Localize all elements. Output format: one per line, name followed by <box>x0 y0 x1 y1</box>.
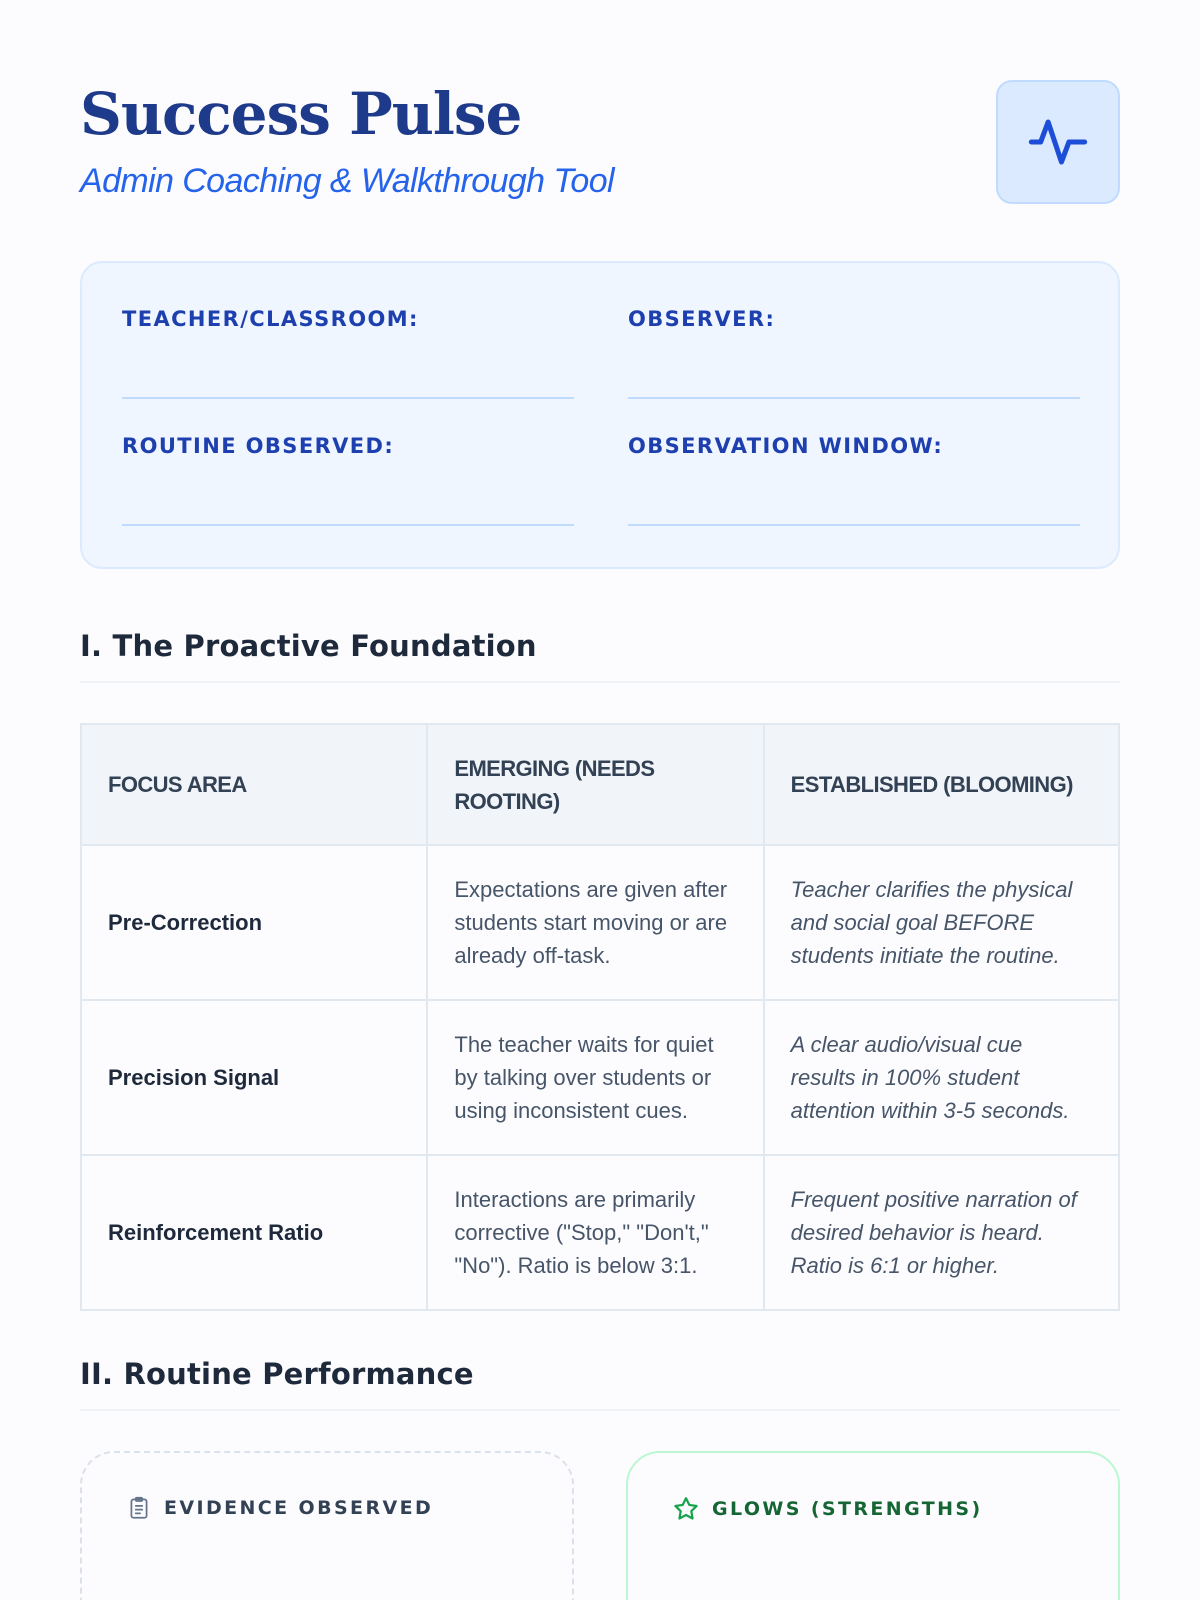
header-focus-area: FOCUS AREA <box>81 724 427 845</box>
table-row <box>81 1000 1119 1155</box>
established-cell: Teacher clarifies the physical and social goal BEFORE students initiate the routine. <box>764 845 1119 1000</box>
section-2-title: II. Routine Performance <box>80 1357 474 1391</box>
observation-window-line <box>628 524 1080 526</box>
teacher-classroom-field[interactable] <box>122 307 574 399</box>
emerging-cell: The teacher waits for quiet by talking over students or using inconsistent cues. <box>427 1000 763 1155</box>
teacher-classroom-label: TEACHER/CLASSROOM: <box>122 307 419 331</box>
header-emerging: EMERGING (NEEDS ROOTING) <box>427 724 763 845</box>
established-cell: A clear audio/visual cue results in 100% student attention within 3-5 seconds. <box>764 1000 1119 1155</box>
routine-observed-line <box>122 524 574 526</box>
glows-card-header <box>672 1495 1074 1523</box>
section-2-divider <box>80 1409 1120 1411</box>
evidence-observed-card[interactable] <box>80 1451 574 1600</box>
header <box>80 0 1120 255</box>
clipboard-icon <box>126 1495 152 1521</box>
logo-badge <box>996 80 1120 204</box>
observation-window-label: OBSERVATION WINDOW: <box>628 434 944 458</box>
emerging-cell: Interactions are primarily corrective ("Stop," "Don't," "No"). Ratio is below 3:1. <box>427 1155 763 1310</box>
routine-performance-cards <box>80 1451 1120 1600</box>
focus-area-cell: Precision Signal <box>81 1000 427 1155</box>
emerging-cell: Expectations are given after students start moving or are already off-task. <box>427 845 763 1000</box>
star-icon <box>672 1495 700 1523</box>
observer-label: OBSERVER: <box>628 307 776 331</box>
evidence-observed-label: EVIDENCE OBSERVED <box>164 1497 434 1519</box>
table-row <box>81 1155 1119 1310</box>
proactive-foundation-table <box>80 723 1120 1311</box>
section-1-title: I. The Proactive Foundation <box>80 629 537 663</box>
routine-observed-field[interactable] <box>122 434 574 526</box>
established-cell: Frequent positive narration of desired behavior is heard. Ratio is 6:1 or higher. <box>764 1155 1119 1310</box>
table-header-row <box>81 724 1119 845</box>
table-row <box>81 845 1119 1000</box>
focus-area-cell: Reinforcement Ratio <box>81 1155 427 1310</box>
section-1-divider <box>80 681 1120 683</box>
glows-strengths-card[interactable] <box>626 1451 1120 1600</box>
evidence-card-header <box>126 1495 528 1521</box>
focus-area-cell: Pre-Correction <box>81 845 427 1000</box>
observation-info-card <box>80 261 1120 569</box>
page-subtitle: Admin Coaching & Walkthrough Tool <box>80 162 614 200</box>
page-title: Success Pulse <box>80 80 522 148</box>
observation-window-field[interactable] <box>628 434 1080 526</box>
observer-line <box>628 397 1080 399</box>
header-established: ESTABLISHED (BLOOMING) <box>764 724 1119 845</box>
routine-observed-label: ROUTINE OBSERVED: <box>122 434 395 458</box>
glows-strengths-label: GLOWS (STRENGTHS) <box>712 1498 983 1520</box>
teacher-classroom-line <box>122 397 574 399</box>
observer-field[interactable] <box>628 307 1080 399</box>
pulse-activity-icon <box>1026 110 1090 174</box>
